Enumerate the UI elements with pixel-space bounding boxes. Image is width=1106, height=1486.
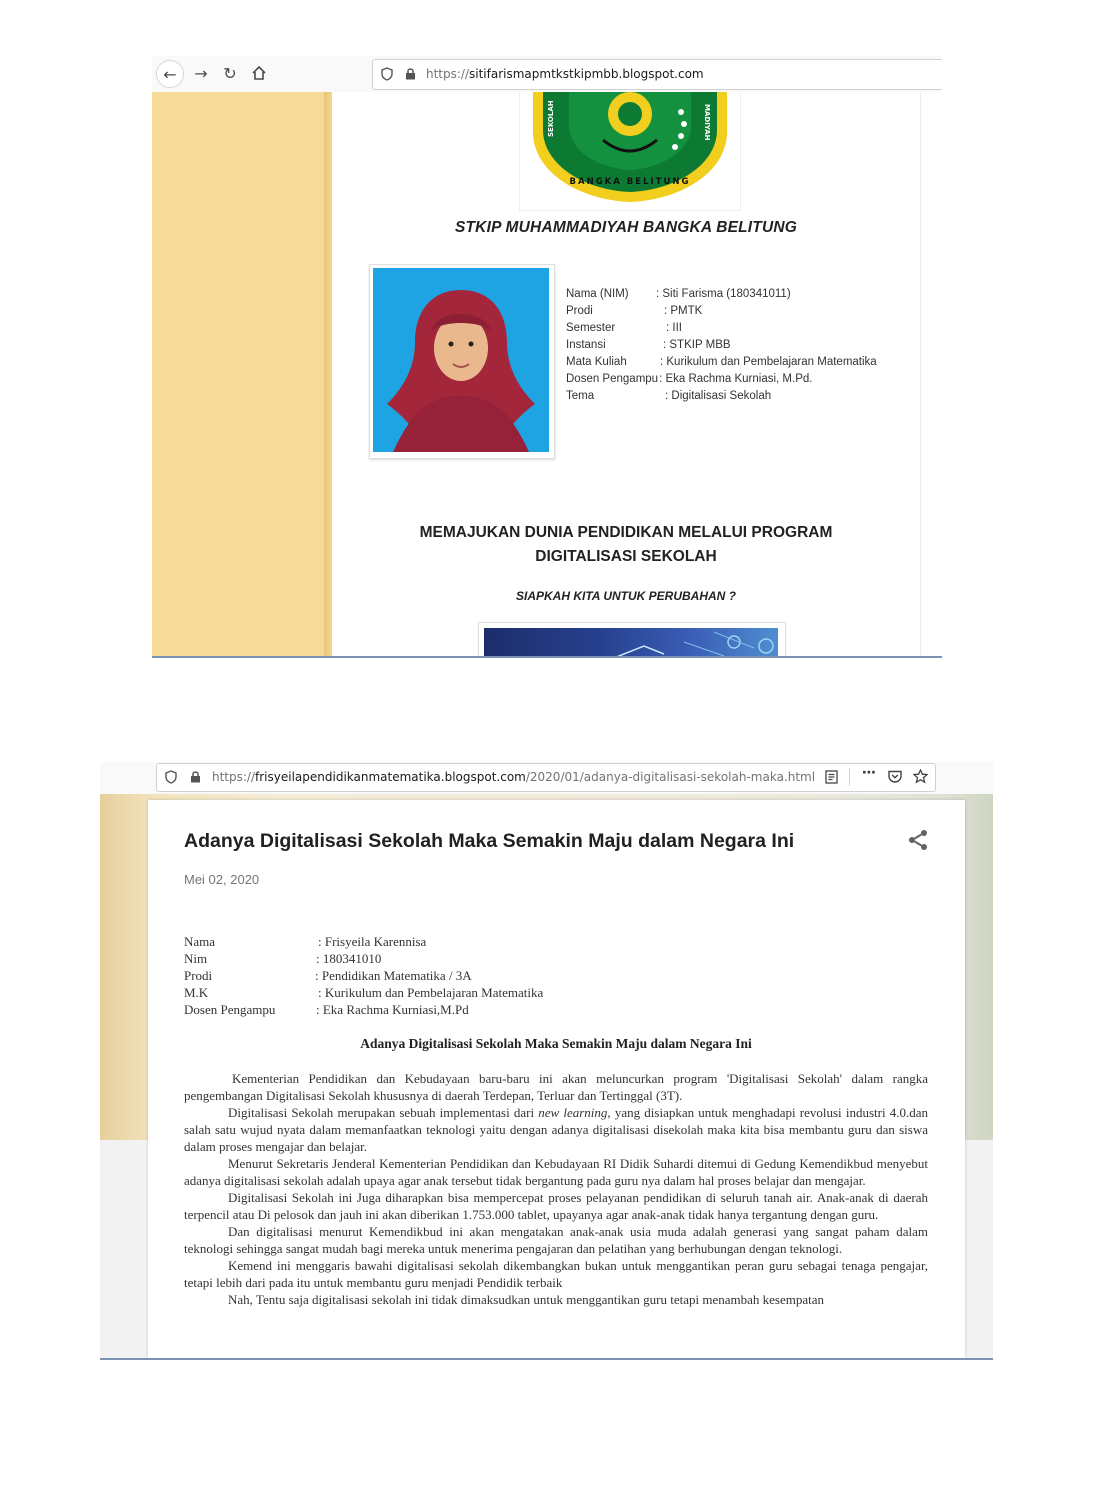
browser-window-2 bbox=[100, 762, 993, 1360]
post-title: Adanya Digitalisasi Sekolah Maka Semakin Maju dalam Negara Ini bbox=[184, 830, 795, 852]
logo-left-text: SEKOLAH bbox=[547, 100, 555, 137]
article-body bbox=[184, 1070, 928, 1308]
arrow-right-icon: → bbox=[194, 63, 208, 83]
shield-icon[interactable] bbox=[165, 770, 177, 784]
post-image-frame bbox=[478, 622, 786, 658]
shield-icon[interactable] bbox=[381, 67, 393, 81]
blog-sidebar bbox=[152, 92, 324, 658]
profile-value: : PMTK bbox=[664, 305, 703, 317]
article-paragraph: Menurut Sekretaris Jenderal Kementerian Pendidikan dan Kebudayaan RI Didik Suhardi ditemui di Gedung Kemendikbud menyebut adanya digitalisasi sekolah adalah upaya agar anak tersebut tidak bergantung pada guru nya dalam hal proses belajar dan mengajar. bbox=[184, 1156, 928, 1188]
post-heading-line1: MEMAJUKAN DUNIA PENDIDIKAN MELALUI PROGRAM bbox=[419, 524, 833, 541]
arrow-left-icon: ← bbox=[163, 64, 177, 84]
article-paragraph: Nah, Tentu saja digitalisasi sekolah ini tidak dimaksudkan untuk menggantikan guru tetapi menambah kesempatan bbox=[228, 1292, 824, 1307]
meta-value: : Pendidikan Matematika / 3A bbox=[315, 968, 472, 983]
profile-row bbox=[566, 322, 812, 339]
forward-button[interactable] bbox=[188, 60, 214, 86]
post-date: Mei 02, 2020 bbox=[184, 872, 260, 887]
profile-label: Nama (NIM) bbox=[566, 288, 629, 300]
profile-row bbox=[566, 339, 812, 356]
share-icon[interactable] bbox=[906, 828, 930, 852]
browser-toolbar bbox=[152, 56, 942, 93]
browser-toolbar bbox=[100, 762, 993, 794]
url-text bbox=[212, 770, 815, 784]
profile-label: Instansi bbox=[566, 339, 606, 351]
address-bar[interactable] bbox=[156, 763, 936, 792]
url-text bbox=[426, 67, 704, 81]
article-paragraph: Digitalisasi Sekolah ini Juga diharapkan bisa mempercepat proses pelayanan pendidikan di seluruh tanah air. Anak-anak di daerah terpencil atau Di pelosok dan jauh ini akan diberikan 1.753.000 tablet, upayanya agar anak-anak tidak hanya tergantung dengan guru. bbox=[184, 1190, 928, 1222]
lock-icon[interactable] bbox=[190, 770, 201, 783]
profile-rows bbox=[566, 288, 877, 407]
reader-view-icon[interactable] bbox=[825, 770, 838, 784]
profile-label: Tema bbox=[566, 390, 595, 402]
article-paragraph: Dan digitalisasi menurut Kemendikbud ini akan mengatakan anak-anak usia muda adalah generasi yang sangat paham dalam teknologi sehingga sangat mudah bagi mereka untuk menerima pengajaran dan pelatihan yang berhubungan dengan teknologi. bbox=[184, 1224, 928, 1256]
profile-row bbox=[566, 288, 812, 305]
meta-label: Nim bbox=[184, 951, 208, 966]
meta-value: : 180341010 bbox=[316, 951, 382, 966]
article-paragraph: Kementerian Pendidikan dan Kebudayaan baru-baru ini akan meluncurkan program 'Digitalisasi Sekolah' dalam rangka pengembangan Digitalisasi Sekolah khususnya di daerah Terdepan, Terluar dan Tertinggal (3T). bbox=[184, 1071, 928, 1103]
back-button[interactable] bbox=[156, 60, 184, 88]
meta-label: Prodi bbox=[184, 968, 213, 983]
article-title: Adanya Digitalisasi Sekolah Maka Semakin Maju dalam Negara Ini bbox=[360, 1036, 752, 1051]
stkip-logo bbox=[531, 92, 729, 204]
meta-label: Dosen Pengampu bbox=[184, 1002, 276, 1017]
home-button[interactable] bbox=[246, 60, 272, 86]
profile-photo bbox=[373, 268, 549, 452]
content-margin bbox=[920, 92, 942, 658]
meta-value: : Kurikulum dan Pembelajaran Matematika bbox=[318, 985, 544, 1000]
reload-icon: ↻ bbox=[223, 63, 237, 83]
meta-label: Nama bbox=[184, 934, 216, 949]
browser-window-1 bbox=[152, 56, 942, 658]
article-paragraph: Kemend ini menggaris bawahi digitalisasi sekolah dikembangkan bukan untuk menggantikan peran guru sebagai tenaga pengajar, tetapi lebih dari pada itu untuk membantu guru menjadi Pendidik terbaik bbox=[184, 1258, 928, 1290]
post-image bbox=[484, 628, 778, 658]
profile-value: : Siti Farisma (180341011) bbox=[656, 288, 791, 300]
meta-value: : Eka Rachma Kurniasi,M.Pd bbox=[316, 1002, 469, 1017]
person-photo-icon bbox=[373, 268, 549, 452]
logo-bottom-text: BANGKA BELITUNG bbox=[569, 177, 691, 187]
url-protocol: https:// bbox=[426, 67, 470, 81]
post-heading bbox=[332, 521, 920, 569]
window-bottom-border bbox=[152, 656, 942, 658]
profile-row bbox=[566, 373, 812, 390]
profile-value: : Digitalisasi Sekolah bbox=[665, 390, 772, 402]
url-protocol: https:// bbox=[212, 770, 256, 784]
logo-right-text: MADIYAH bbox=[703, 104, 711, 141]
post-subheading: SIAPKAH KITA UNTUK PERUBAHAN ? bbox=[516, 589, 736, 603]
profile-row bbox=[566, 305, 812, 322]
url-host: frisyeilapendidikanmatematika.blogspot.com bbox=[255, 770, 526, 784]
tech-illustration-icon bbox=[484, 628, 778, 658]
profile-label: Prodi bbox=[566, 305, 593, 317]
profile-value: : Kurikulum dan Pembelajaran Matematika bbox=[660, 356, 877, 368]
pocket-icon[interactable] bbox=[888, 770, 902, 783]
reload-button[interactable] bbox=[217, 60, 243, 86]
profile-value: : Eka Rachma Kurniasi, M.Pd. bbox=[659, 373, 813, 385]
logo-frame bbox=[519, 92, 741, 211]
url-host: sitifarismapmtkstkipmbb.blogspot.com bbox=[469, 67, 704, 81]
window-bottom-border bbox=[100, 1358, 993, 1360]
address-bar[interactable] bbox=[372, 59, 942, 90]
meta-label: M.K bbox=[184, 985, 209, 1000]
profile-row bbox=[566, 390, 812, 407]
meta-value: : Frisyeila Karennisa bbox=[318, 934, 427, 949]
bookmark-star-icon[interactable] bbox=[913, 769, 928, 784]
url-divider bbox=[849, 768, 850, 786]
home-icon bbox=[251, 65, 267, 81]
lock-icon[interactable] bbox=[405, 67, 416, 80]
profile-value: : STKIP MBB bbox=[663, 339, 731, 351]
profile-value: : III bbox=[666, 322, 682, 334]
sidebar-edge bbox=[324, 92, 332, 658]
profile-label: Mata Kuliah bbox=[566, 356, 627, 368]
profile-label: Dosen Pengampu bbox=[566, 373, 659, 385]
profile-info bbox=[566, 288, 877, 407]
institution-title: STKIP MUHAMMADIYAH BANGKA BELITUNG bbox=[454, 219, 798, 236]
page-actions-icon[interactable]: ⋯ bbox=[862, 765, 876, 781]
post-card bbox=[148, 800, 965, 1360]
url-path: /2020/01/adanya-digitalisasi-sekolah-maka.html bbox=[525, 770, 816, 784]
post-heading-line2: DIGITALISASI SEKOLAH bbox=[535, 548, 717, 565]
profile-label: Semester bbox=[566, 322, 616, 334]
profile-row bbox=[566, 356, 877, 373]
profile-photo-frame bbox=[369, 264, 555, 459]
article-paragraph: Digitalisasi Sekolah merupakan sebuah implementasi dari new learning, yang disiapkan untuk menghadapi revolusi industri 4.0.dan salah satu wujud nyata dalam memanfaatkan teknologi yaitu dengan adanya digitalisasi disekolah maka kita bisa membantu guru dan siswa dalam proses mengajar dan belajar. bbox=[184, 1105, 928, 1154]
